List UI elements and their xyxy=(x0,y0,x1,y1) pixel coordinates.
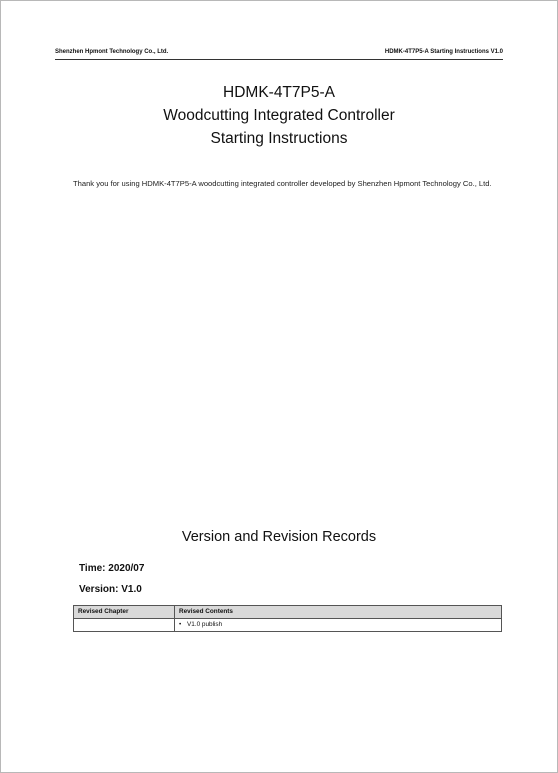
cell-revised-chapter xyxy=(74,619,175,632)
header-revised-chapter: Revised Chapter xyxy=(74,606,175,619)
revision-time: Time: 2020/07 xyxy=(79,563,145,574)
title-doc-type: Starting Instructions xyxy=(210,130,348,147)
revision-heading: Version and Revision Records xyxy=(181,529,377,545)
page-header xyxy=(55,47,503,60)
document-title xyxy=(1,81,557,150)
table-row xyxy=(74,619,502,632)
revised-contents-text: V1.0 publish xyxy=(187,621,223,628)
title-model: HDMK-4T7P5-A xyxy=(223,84,335,101)
revision-version: Version: V1.0 xyxy=(79,584,142,595)
header-revised-contents: Revised Contents xyxy=(175,606,502,619)
cell-revised-contents xyxy=(175,619,502,632)
bullet-marker: • xyxy=(179,621,182,628)
revision-table xyxy=(73,605,502,632)
revision-table-header-row xyxy=(74,606,502,619)
intro-paragraph: Thank you for using HDMK-4T7P5-A woodcutting integrated controller developed by Shenzhen Hpmont Technology Co., Ltd. xyxy=(73,179,492,188)
title-product: Woodcutting Integrated Controller xyxy=(163,107,395,124)
header-company: Shenzhen Hpmont Technology Co., Ltd. xyxy=(55,49,169,55)
header-doc-ref: HDMK-4T7P5-A Starting Instructions V1.0 xyxy=(384,49,503,55)
